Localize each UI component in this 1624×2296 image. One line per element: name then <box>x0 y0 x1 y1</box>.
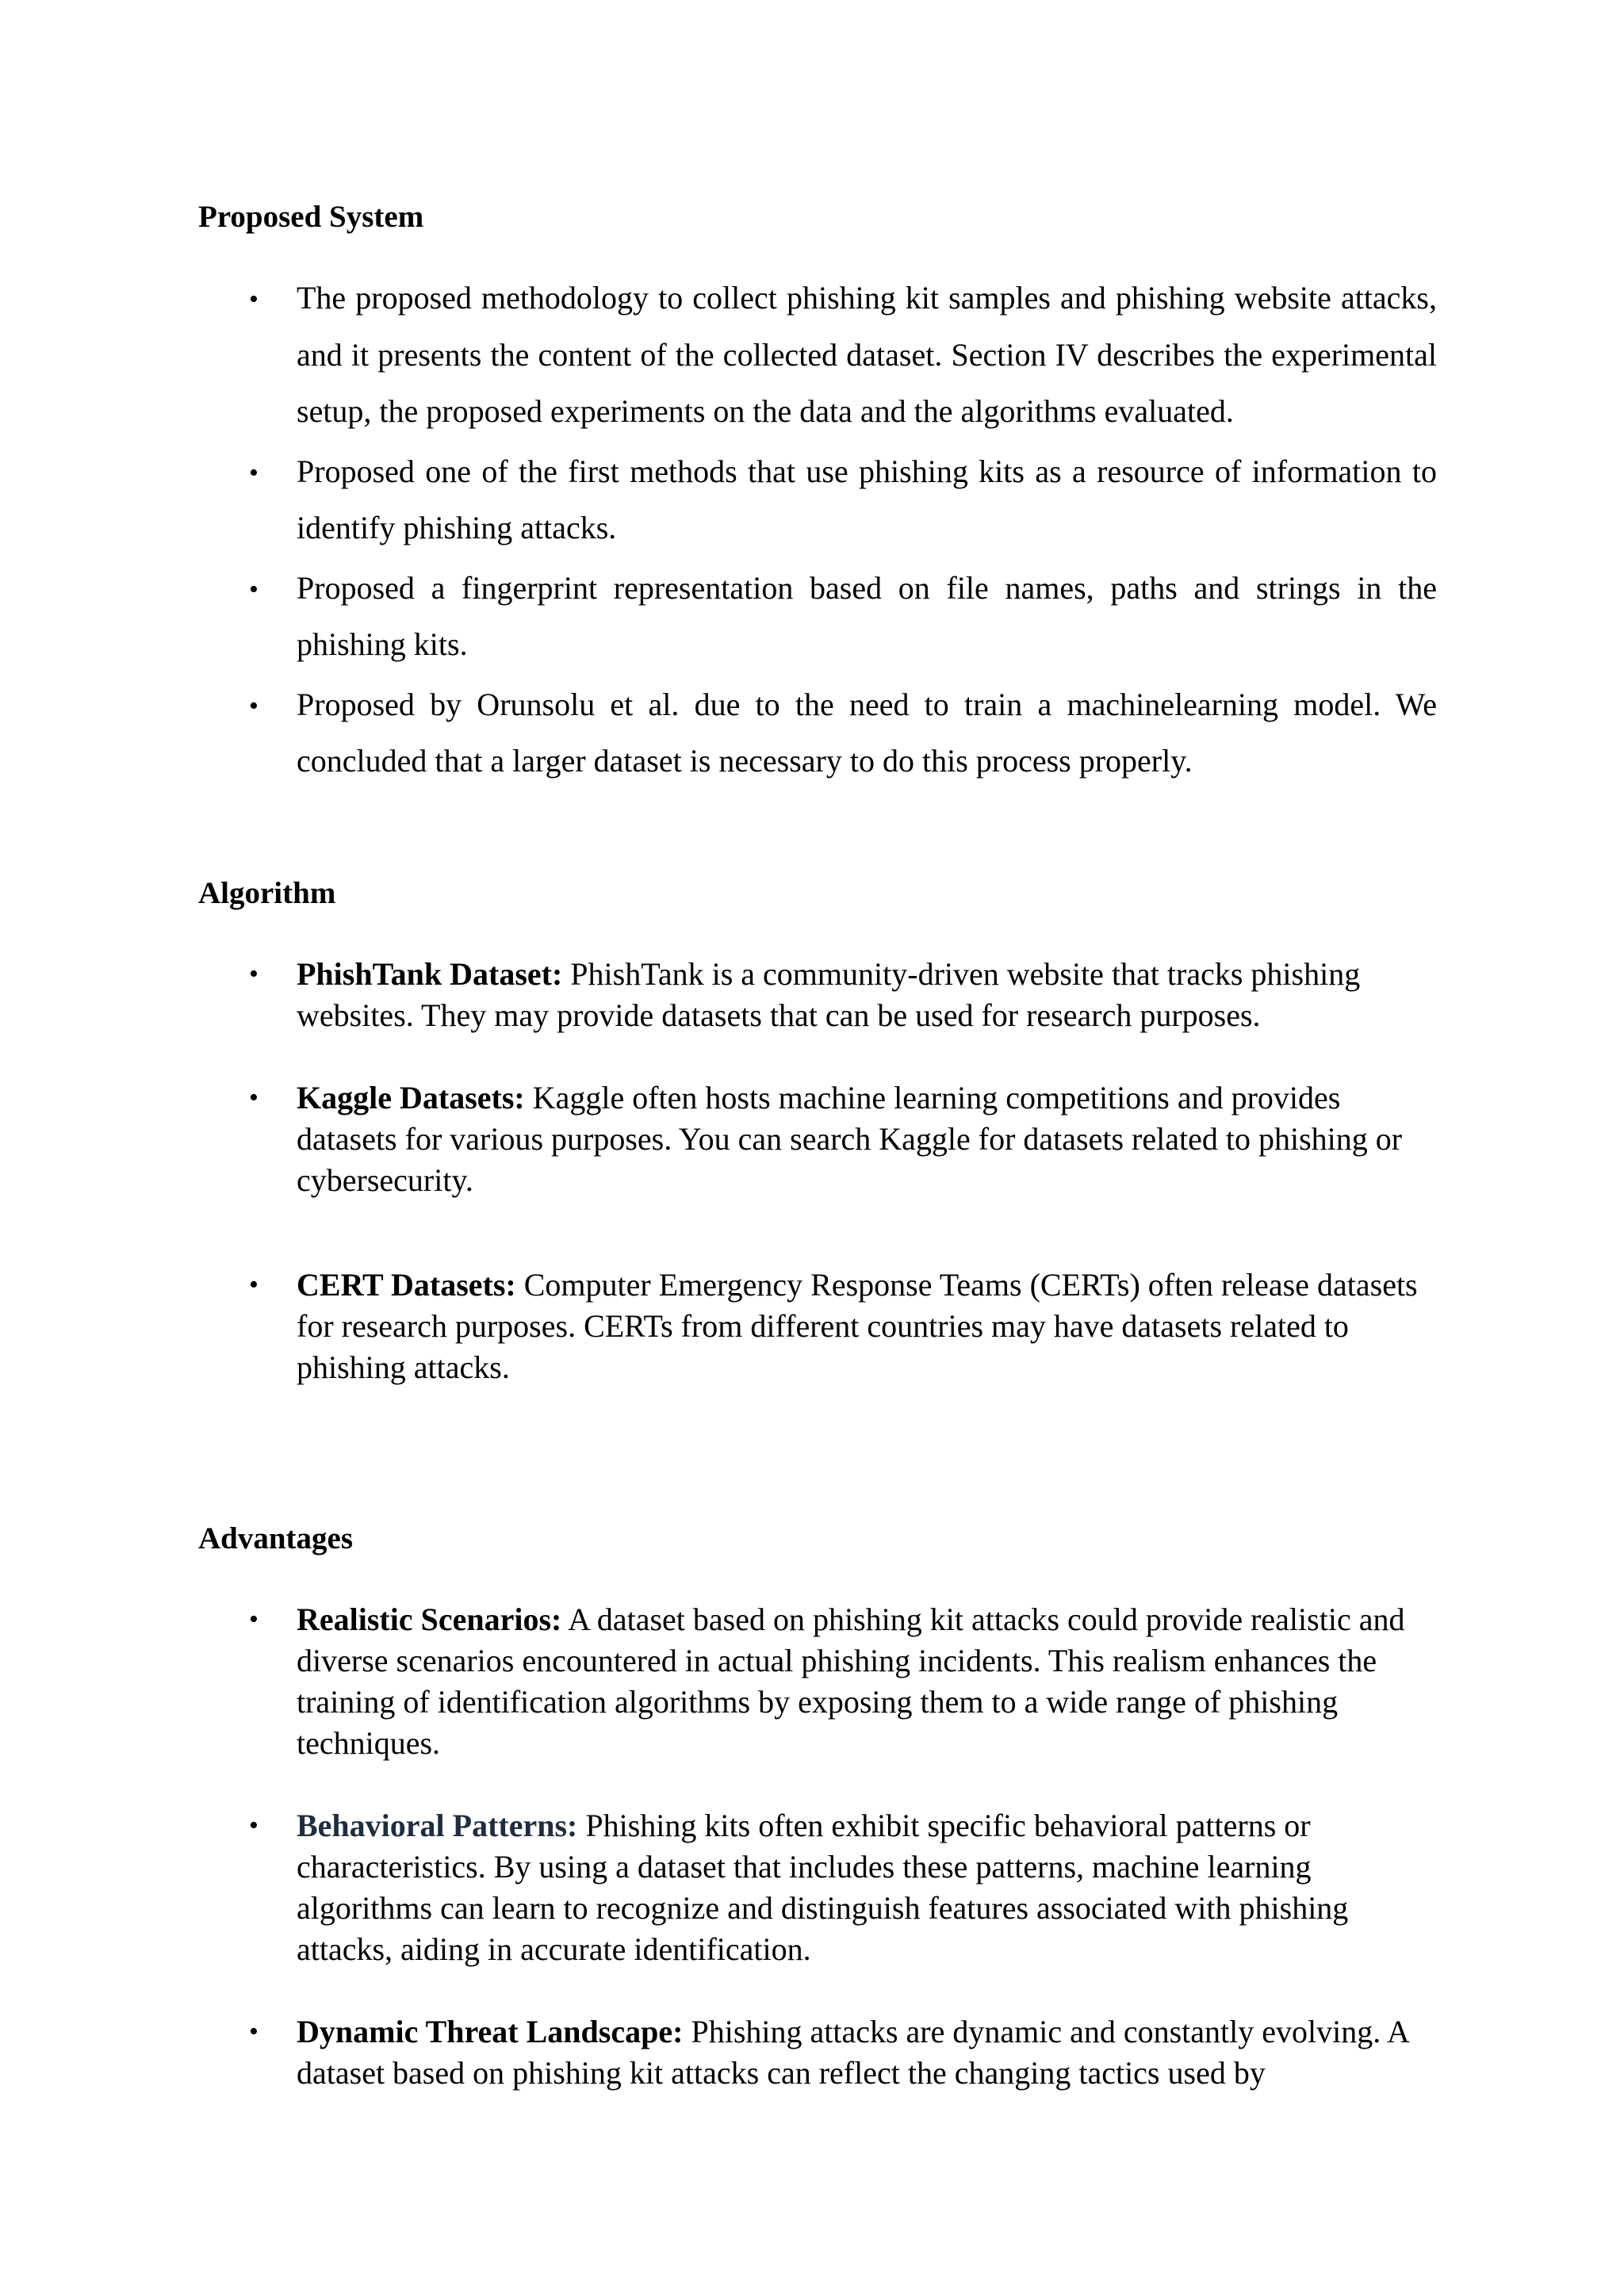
bullet-icon: • <box>249 1270 259 1299</box>
bullet-icon: • <box>249 457 259 488</box>
list-item-title: Kaggle Datasets: <box>297 1080 525 1115</box>
list-item-title: Dynamic Threat Landscape: <box>297 2014 684 2049</box>
bullet-icon: • <box>249 285 259 314</box>
section-heading-proposed-system: Proposed System <box>198 200 424 234</box>
list-item-text: A dataset based on phishing kit attacks could provide realistic and diverse scenarios encountered in actual phishing incidents. This realism enhances the training of identification algorithms by exposing them to a wide range of phishing techniques. <box>297 1601 1405 1761</box>
proposed-system-section <box>198 197 1437 793</box>
list-item-text: PhishTank is a community-driven website that tracks phishing websites. They may provide datasets that can be used for research purposes. <box>297 956 1361 1033</box>
list-item-text: The proposed methodology to collect phishing kit samples and phishing website attacks, and it presents the content of the collected dataset. Section IV describes the experimental setup, the proposed experiments on the data and the algorithms evaluated. <box>297 280 1437 429</box>
list-item <box>198 560 1437 673</box>
list-item-text: Proposed one of the first methods that use phishing kits as a resource of information to identify phishing attacks. <box>297 453 1437 545</box>
list-item <box>198 1599 1437 1764</box>
list-item-text: Computer Emergency Response Teams (CERTs) often release datasets for research purposes. CERTs from different countries may have datasets related to phishing attacks. <box>297 1267 1418 1385</box>
bullet-icon: • <box>249 1083 259 1112</box>
list-item-title: CERT Datasets: <box>297 1267 516 1303</box>
list-item <box>198 443 1437 557</box>
bullet-icon: • <box>249 1605 259 1634</box>
bullet-icon: • <box>249 1811 259 1840</box>
list-item-text: Phishing attacks are dynamic and constantly evolving. A dataset based on phishing kit attacks can reflect the changing tactics used by <box>297 2014 1408 2091</box>
bullet-icon: • <box>249 691 259 721</box>
bullet-icon: • <box>249 959 259 989</box>
list-item <box>198 676 1437 790</box>
list-item-title: Realistic Scenarios: <box>297 1601 562 1637</box>
list-item <box>198 1805 1437 1970</box>
bullet-icon: • <box>249 2017 259 2046</box>
bullet-icon: • <box>249 574 259 604</box>
list-item-text: Kaggle often hosts machine learning competitions and provides datasets for various purposes. You can search Kaggle for datasets related to phishing or cybersecurity. <box>297 1080 1403 1198</box>
list-item <box>198 2011 1437 2094</box>
list-item-text: Proposed a fingerprint representation based on file names, paths and strings in the phishing kits. <box>297 569 1437 662</box>
section-heading-algorithm: Algorithm <box>198 876 336 910</box>
algorithm-section <box>198 873 1437 1388</box>
proposed-system-list <box>198 270 1437 790</box>
advantages-section <box>198 1518 1437 2094</box>
advantages-list <box>198 1599 1437 2094</box>
list-item <box>198 1265 1437 1388</box>
list-item <box>198 1077 1437 1201</box>
section-heading-advantages: Advantages <box>198 1521 354 1556</box>
list-item-text: Proposed by Orunsolu et al. due to the need to train a machinelearning model. We concluded that a larger dataset is necessary to do this process properly. <box>297 686 1437 779</box>
algorithm-list <box>198 954 1437 1388</box>
list-item <box>198 954 1437 1036</box>
list-item <box>198 270 1437 440</box>
list-item-title: Behavioral Patterns: <box>297 1808 578 1843</box>
list-item-title: PhishTank Dataset: <box>297 956 563 992</box>
list-item-text: Phishing kits often exhibit specific behavioral patterns or characteristics. By using a dataset that includes these patterns, machine learning algorithms can learn to recognize and distinguish features associated with phishing attacks, aiding in accurate identification. <box>297 1808 1349 1967</box>
